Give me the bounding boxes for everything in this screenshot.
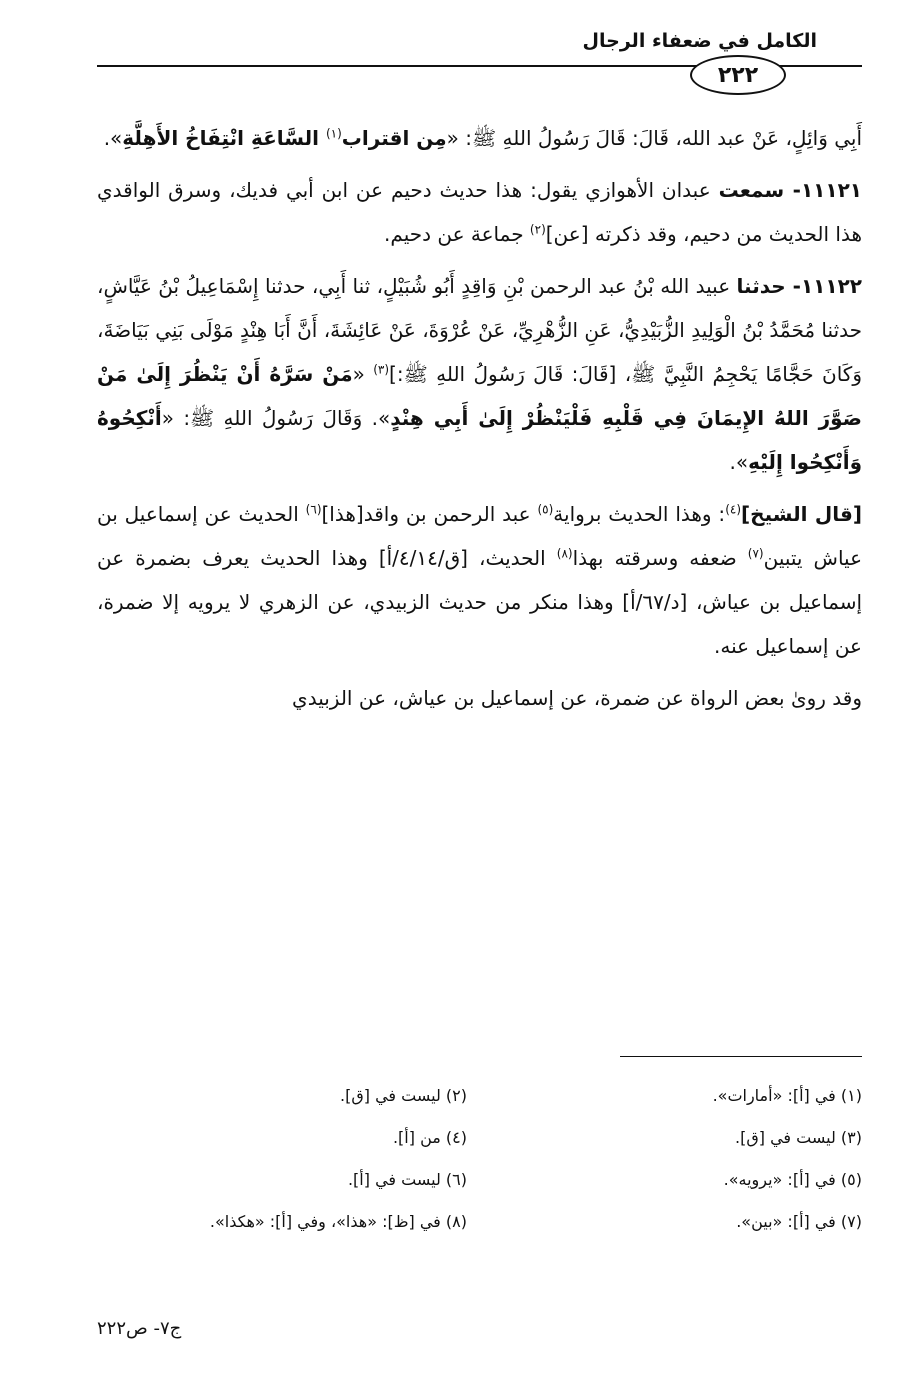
hadith-number: ١١١٢٢- — [785, 274, 863, 298]
hadith-quote: السَّاعَةِ انْتِفَاخُ الأَهِلَّةِ — [122, 126, 326, 150]
text-run: ». — [362, 406, 391, 430]
footnote-ref: (٧) — [747, 546, 764, 561]
footnote-7: (٧) في [أ]: «بين». — [736, 1212, 862, 1231]
text-run: وقد روىٰ بعض الرواة عن ضمرة، عن إسماعيل بن عياش، عن الزبيدي — [292, 686, 862, 710]
text-run: ضعفه وسرقته بهذا — [572, 546, 748, 570]
paragraph-last — [97, 676, 862, 720]
hadith-number: ١١١٢١- — [784, 178, 863, 202]
footnote-4: (٤) من [أ]. — [392, 1128, 467, 1147]
paragraph-11122 — [97, 264, 862, 484]
page-number: ٢٢٢ — [717, 62, 759, 88]
footnote-row — [52, 1075, 862, 1117]
footnote-ref: (٦) — [305, 502, 322, 517]
paragraph-sheikh-comment — [97, 492, 862, 668]
paragraph-11121 — [97, 168, 862, 256]
footnote-ref: (٤) — [725, 502, 742, 517]
footnote-ref: (٨) — [556, 546, 573, 561]
hadith-quote: مِن اقتراب — [341, 126, 447, 150]
footnote-2: (٢) ليست في [ق]. — [340, 1086, 467, 1105]
footnote-3: (٣) ليست في [ق]. — [735, 1128, 862, 1147]
footnote-rule — [620, 1056, 862, 1057]
narration-keyword: سمعت — [718, 178, 785, 202]
hadith-quote: مَنْ سَرَّهُ أَنْ يَنْظُرَ إِلَىٰ مَنْ صَوَّرَ اللهُ الإِيمَانَ فِي قَلْبِهِ فَلْيَنْظُرْ إِلَىٰ أَبِي هِنْدٍ — [97, 362, 863, 430]
footnote-row — [52, 1159, 862, 1201]
main-text — [97, 116, 862, 720]
footnote-8: (٨) في [ظ]: «هذا»، وفي [أ]: «هكذا». — [209, 1212, 467, 1231]
text-run: أَبِي وَائِلٍ، عَنْ عبد الله، قَالَ: قَالَ رَسُولُ اللهِ ﷺ: « — [446, 126, 862, 150]
paragraph-0 — [97, 116, 862, 160]
narration-keyword: حدثنا — [736, 274, 786, 298]
text-run: عبدان الأهوازي يقول: هذا حديث دحيم عن ابن أبي فديك، وسرق الواقدي هذا الحديث من دحيم، وقد ذكرته [عن] — [97, 178, 862, 246]
text-run: الحديث عن إسماعيل بن عياش يتبين — [97, 502, 863, 570]
footnote-ref: (٥) — [537, 502, 554, 517]
footnote-ref: (١) — [325, 126, 342, 141]
footnote-ref: (٣) — [373, 362, 390, 377]
footnote-5: (٥) في [أ]: «يرويه». — [723, 1170, 862, 1189]
footnote-ref: (٢) — [529, 222, 546, 237]
footnote-6: (٦) ليست في [أ]. — [347, 1170, 467, 1189]
volume-page-reference: ج٧- ص٢٢٢ — [97, 1318, 182, 1339]
footnote-row — [52, 1201, 862, 1243]
text-run: عبيد الله بْنُ عبد الرحمن بْنِ وَاقِدٍ أَبُو شُبَيْلٍ، ثنا أَبِي، حدثنا إِسْمَاعِيلُ بْنُ عَيَّاشٍ، حدثنا مُحَمَّدُ بْنُ الْوَلِيدِ الزُّبَيْدِيُّ، عَنِ الزُّهْرِيِّ، عَنْ عُرْوَةَ، عَنْ عَائِشَةَ، أَنَّ أَبَا هِنْدٍ مَوْلَى بَنِي بَيَاضَةَ، وَكَانَ حَجَّامًا يَحْجِمُ النَّبِيَّ ﷺ، [قَالَ: قَالَ رَسُولُ اللهِ ﷺ:] — [97, 274, 862, 386]
footnotes — [52, 1075, 862, 1243]
text-run: جماعة عن دحيم. — [384, 222, 530, 246]
footnote-row — [52, 1117, 862, 1159]
text-run: « — [352, 362, 374, 386]
text-run: الحديث، [ق/٤/١٤/أ] وهذا الحديث يعرف بضمرة عن إسماعيل بن عياش، [د/٦٧/أ] وهذا منكر من حديث الزبيدي، عن الزهري لا يرويه إلا ضمرة، عن إسماعيل عنه. — [97, 546, 863, 658]
running-title: الكامل في ضعفاء الرجال — [582, 30, 817, 52]
page-number-badge — [690, 55, 786, 95]
text-run: عبد الرحمن بن واقد[هذا] — [321, 502, 538, 526]
commentary-keyword: [قال الشيخ] — [741, 502, 862, 526]
text-run: وَقَالَ رَسُولُ اللهِ ﷺ: « — [161, 406, 363, 430]
footnote-1: (١) في [أ]: «أمارات». — [712, 1086, 862, 1105]
hadith-quote: أَنْكِحُوهُ وَأَنْكِحُوا إِلَيْهِ — [97, 406, 862, 474]
text-run: ». — [103, 126, 123, 150]
text-run: : وهذا الحديث برواية — [553, 502, 726, 526]
text-run: ». — [729, 450, 749, 474]
